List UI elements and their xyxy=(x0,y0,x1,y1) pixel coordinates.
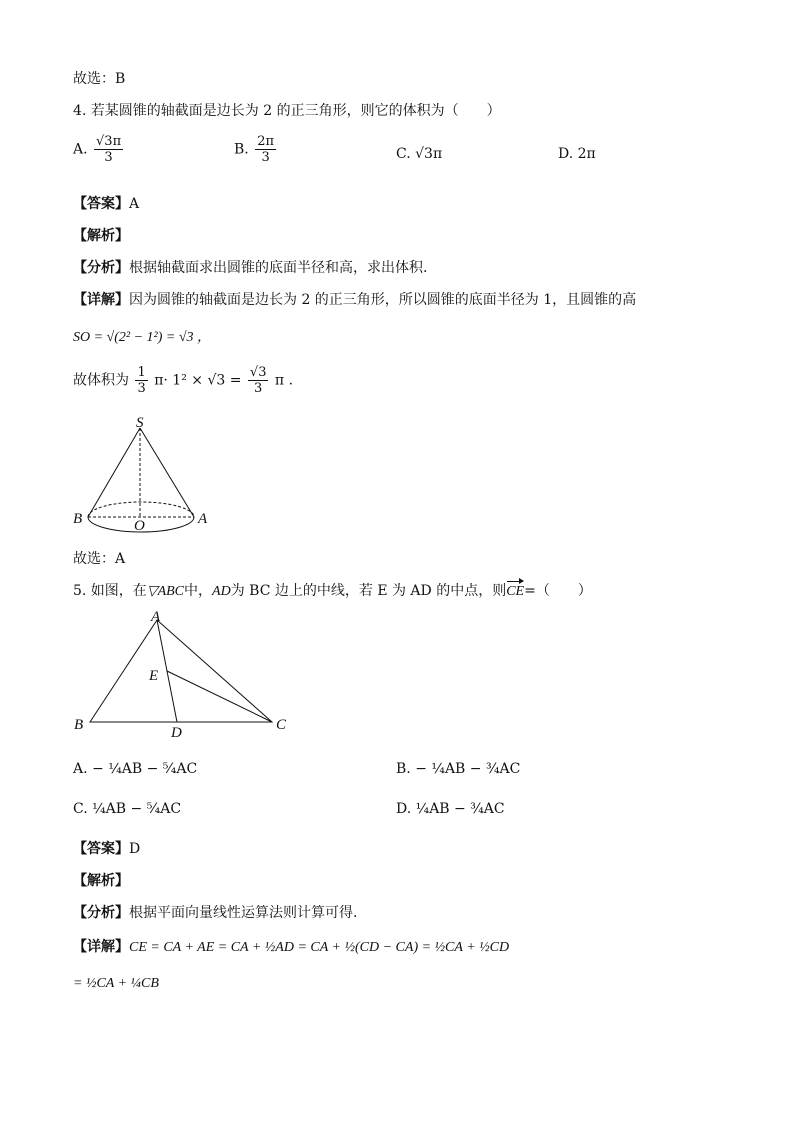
label-d: D xyxy=(171,725,182,740)
q4-volume-line: 故体积为 $\frac{1}{3}$ π· 1² × √3 = $\frac{√3}{3}$ π . xyxy=(73,365,294,396)
q5-option-d[interactable]: D. ¼AB − ¾AC xyxy=(396,801,505,817)
q5-analysis-tag: 【解析】 xyxy=(73,873,129,889)
q4-option-c[interactable]: C. √3π xyxy=(396,146,443,162)
segment-ec xyxy=(167,671,272,722)
q5-stem: 5. 如图，在▽ABC中，AD为 BC 边上的中线，若 E 为 AD 的中点，则CE=（ ） xyxy=(73,583,592,599)
label-a: A xyxy=(198,511,208,527)
q4-analysis-tag: 【解析】 xyxy=(73,228,129,244)
q4-stem: 4. 若某圆锥的轴截面是边长为 2 的正三角形，则它的体积为（ ） xyxy=(73,103,501,119)
triangle-abc xyxy=(90,620,272,722)
q4-option-a[interactable]: A. $\frac{√3\pi}{3}$ xyxy=(73,134,122,165)
q5-xiangjie: 【详解】CE = CA + AE = CA + ½AD = CA + ½(CD − CA) = ½CA + ½CD xyxy=(73,939,510,955)
q4-answer-line: 【答案】A xyxy=(73,196,140,212)
label-b: B xyxy=(73,511,83,527)
cone-base-back xyxy=(88,502,194,517)
label-a: A xyxy=(151,609,161,625)
q4-option-d[interactable]: D. 2π xyxy=(558,146,596,162)
q4-final: 故选：A xyxy=(73,551,126,567)
triangle-figure xyxy=(72,608,297,740)
q4-option-b[interactable]: B. $\frac{2\pi}{3}$ xyxy=(234,134,275,165)
label-c: C xyxy=(276,717,287,733)
q5-fenxi: 【分析】根据平面向量线性运算法则计算可得. xyxy=(73,905,358,921)
q5-option-b[interactable]: B. − ¼AB − ¾AC xyxy=(396,761,521,777)
q4-fenxi: 【分析】根据轴截面求出圆锥的底面半径和高，求出体积. xyxy=(73,260,428,276)
label-o: O xyxy=(134,518,145,534)
label-s: S xyxy=(136,415,144,431)
q5-equation-2: = ½CA + ¼CB xyxy=(73,976,159,991)
cone-edge-sa xyxy=(140,428,194,517)
prev-answer: 故选：B xyxy=(73,71,126,87)
label-e: E xyxy=(149,668,159,684)
q5-answer-line: 【答案】D xyxy=(73,841,141,857)
q4-xiangjie: 【详解】因为圆锥的轴截面是边长为 2 的正三角形，所以圆锥的底面半径为 1，且圆锥的高 xyxy=(73,292,637,308)
q4-so-equation: SO = √(2² − 1²) = √3 ， xyxy=(73,330,212,345)
label-b: B xyxy=(74,717,84,733)
cone-figure xyxy=(70,412,220,537)
q5-option-a[interactable]: A. − ¼AB − ⁵⁄₄AC xyxy=(73,761,198,777)
q5-option-c[interactable]: C. ¼AB − ⁵⁄₄AC xyxy=(73,801,182,817)
